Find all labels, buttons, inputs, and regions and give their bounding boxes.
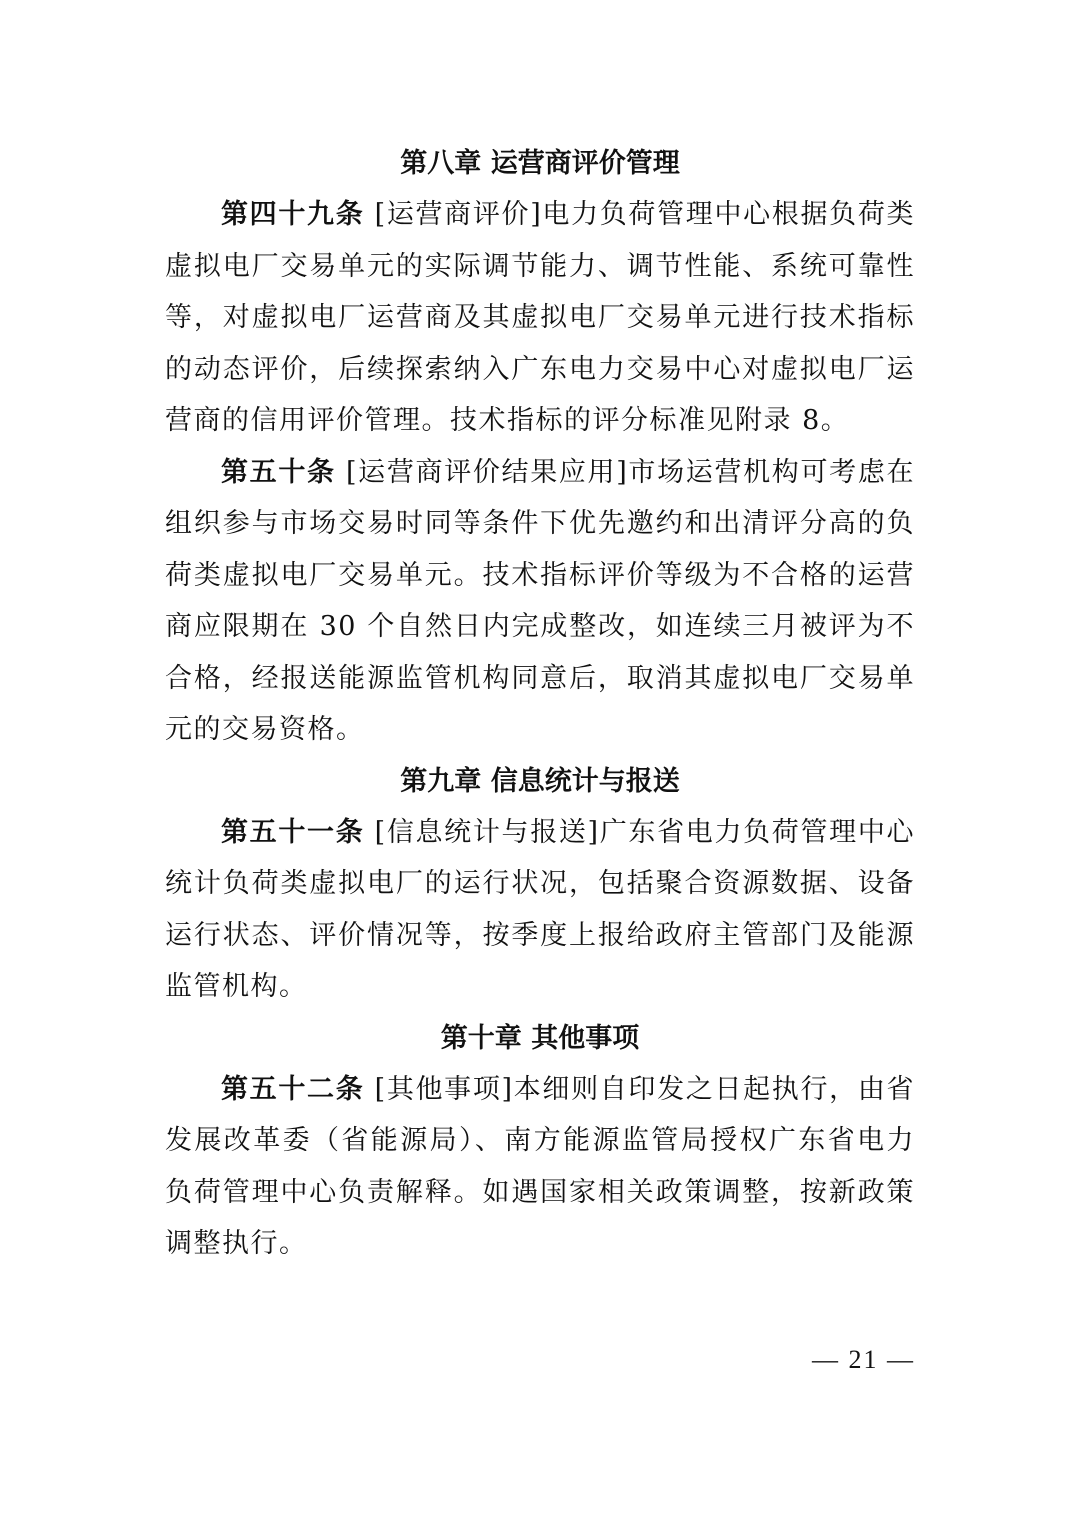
article-49	[165, 189, 915, 447]
chapter-10-heading: 第十章 其他事项	[440, 1022, 640, 1054]
article-50-text: [运营商评价结果应用]市场运营机构可考虑在组织参与市场交易时同等条件下优先邀约和出清评分高的负荷类虚拟电厂交易单元。技术指标评价等级为不合格的运营商应限期在 30 个自然日内完成整改，如连续三月被评为不合格，经报送能源监管机构同意后，取消其虚拟电厂交易单元的交易资格。	[165, 456, 916, 745]
page-content	[165, 138, 915, 1270]
article-51-number: 第五十一条	[221, 816, 365, 848]
article-49-number: 第四十九条	[221, 199, 365, 230]
article-51	[165, 807, 915, 1013]
article-51-text: [信息统计与报送]广东省电力负荷管理中心统计负荷类虚拟电厂的运行状况，包括聚合资源数据、设备运行状态、评价情况等，按季度上报给政府主管部门及能源监管机构。	[165, 816, 915, 1002]
chapter-8-heading: 第八章 运营商评价管理	[400, 148, 680, 179]
article-50-number: 第五十条	[221, 456, 336, 488]
page-number: — 21 —	[812, 1345, 915, 1374]
article-50	[165, 447, 915, 756]
article-49-text: [运营商评价]电力负荷管理中心根据负荷类虚拟电厂交易单元的实际调节能力、调节性能、系统可靠性等，对虚拟电厂运营商及其虚拟电厂交易单元进行技术指标的动态评价，后续探索纳入广东电力交易中心对虚拟电厂运营商的信用评价管理。技术指标的评分标准见附录 8。	[165, 199, 915, 436]
article-52	[165, 1064, 915, 1270]
chapter-9-heading: 第九章 信息统计与报送	[400, 765, 680, 797]
article-52-text: [其他事项]本细则自印发之日起执行，由省发展改革委（省能源局）、南方能源监管局授权广东省电力负荷管理中心负责解释。如遇国家相关政策调整，按新政策调整执行。	[165, 1073, 915, 1259]
article-52-number: 第五十二条	[221, 1073, 365, 1105]
